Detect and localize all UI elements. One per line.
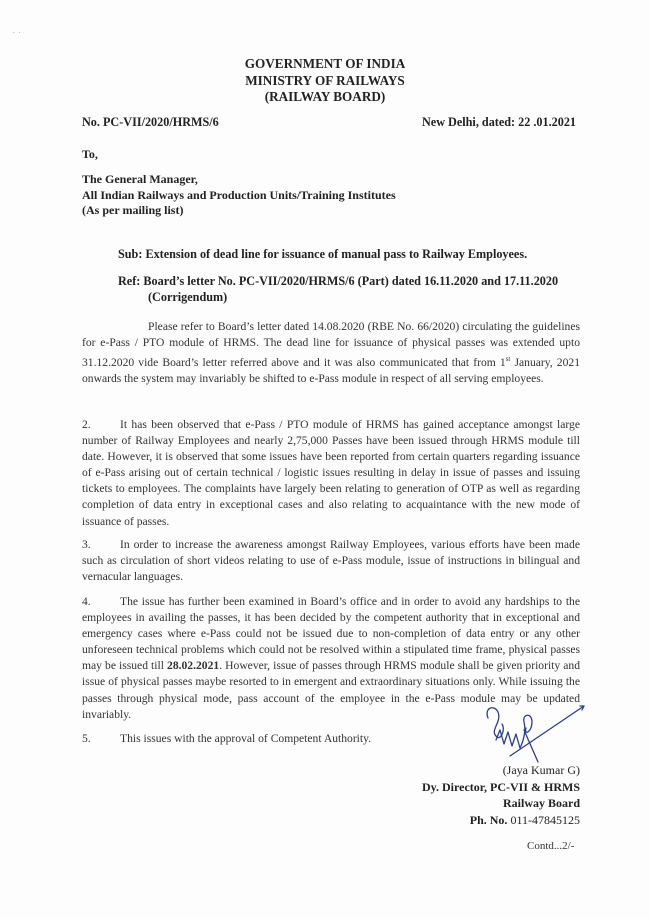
letterhead-ministry: MINISTRY OF RAILWAYS <box>245 72 405 88</box>
addressee-line: The General Manager, <box>82 172 198 186</box>
signatory-office: Railway Board <box>502 796 580 810</box>
scan-specks: · · <box>12 28 22 39</box>
paragraph-text: This issues with the approval of Competent Authority. <box>120 732 372 745</box>
subject-line: Sub: Extension of dead line for issuance of manual pass to Railway Employees. <box>118 247 528 261</box>
paragraph-text: January, 2021 onwards the system may invariably be shifted to e-Pass module in respect of all serving employees. <box>82 356 580 386</box>
salutation-to: To, <box>82 147 98 161</box>
phone-label: Ph. No. <box>469 812 508 827</box>
paragraph-3 <box>82 537 580 585</box>
signatory-designation: Dy. Director, PC-VII & HRMS <box>422 779 580 794</box>
paragraph-text: Please refer to Board’s letter dated 14.08.2020 (RBE No. 66/2020) circulating the guidelines for e-Pass / PTO module of HRMS. The dead line for issuance of physical passes was extended upto 31.12.2020 vide Board’s letter referred above and it was also communicated that from 1 <box>82 320 580 370</box>
paragraph-text: . However, issue of passes through HRMS module shall be given priority and issue of physical passes maybe resorted to in emergent and extraordinary situations only. While issuing the passes through physical mode, pass account of the employee in the e-Pass module may be updated invariably. <box>82 659 580 721</box>
addressee-block <box>82 172 396 219</box>
signature-block <box>422 762 580 828</box>
paragraph-number: 2. <box>82 418 91 431</box>
letterhead <box>0 56 650 106</box>
letterhead-board: (RAILWAY BOARD) <box>264 89 386 104</box>
paragraph-text: In order to increase the awareness amongst Railway Employees, various efforts have been made such as circulation of short videos relating to use of e-Pass module, issue of instructions in bilingual and vernacular languages. <box>82 538 580 584</box>
addressee-line: (As per mailing list) <box>82 203 184 217</box>
paragraph-text: It has been observed that e-Pass / PTO module of HRMS has gained acceptance amongst large number of Railway Employees and nearly 2,75,000 Passes have been issued through HRMS module till date. However, it is observed that some issues have been reported from certain quarters regarding issuance of e-Pass arising out of certain technical / logistic issues resulting in delay in issue of passes and issuing tickets to employees. The complaints have largely been relating to generation of OTP as well as regarding completion of data entry in exceptional cases and also relating to acquaintance with the new mode of issuance of passes. <box>82 418 580 528</box>
place-date: New Delhi, dated: 22 .01.2021 <box>422 115 577 129</box>
deadline-date: 28.02.2021 <box>167 659 220 673</box>
signatory-phone <box>422 812 580 829</box>
letterhead-government: GOVERNMENT OF INDIA <box>244 56 406 71</box>
paragraph-number: 5. <box>82 732 91 745</box>
signatory-name: (Jaya Kumar G) <box>502 763 580 777</box>
addressee-line: All Indian Railways and Production Units/Training Institutes <box>82 187 396 202</box>
reference-corrigendum: (Corrigendum) <box>148 290 228 304</box>
reference-line: Ref: Board’s letter No. PC-VII/2020/HRMS/6 (Part) dated 16.11.2020 and 17.11.2020 <box>118 274 559 288</box>
phone-number: 011-47845125 <box>507 812 580 827</box>
letter-number: No. PC-VII/2020/HRMS/6 <box>82 115 219 129</box>
paragraph-number: 4. <box>82 595 91 608</box>
paragraph-1 <box>82 319 580 387</box>
ordinal-suffix: st <box>505 355 511 364</box>
paragraph-text: The issue has further been examined in Board’s office and in order to avoid any hardships to the employees in availing the passes, it has been decided by the competent authority that in exceptional and emergency cases where e-Pass could not be issued due to non-completion of data entry or any other unforeseen technical problems which could not be resolved within a stipulated time frame, physical passes may be issued till <box>82 595 580 673</box>
paragraph-2 <box>82 417 580 530</box>
reference-block <box>118 273 578 305</box>
paragraph-number: 3. <box>82 538 91 551</box>
continued-marker: Contd...2/- <box>527 840 575 852</box>
